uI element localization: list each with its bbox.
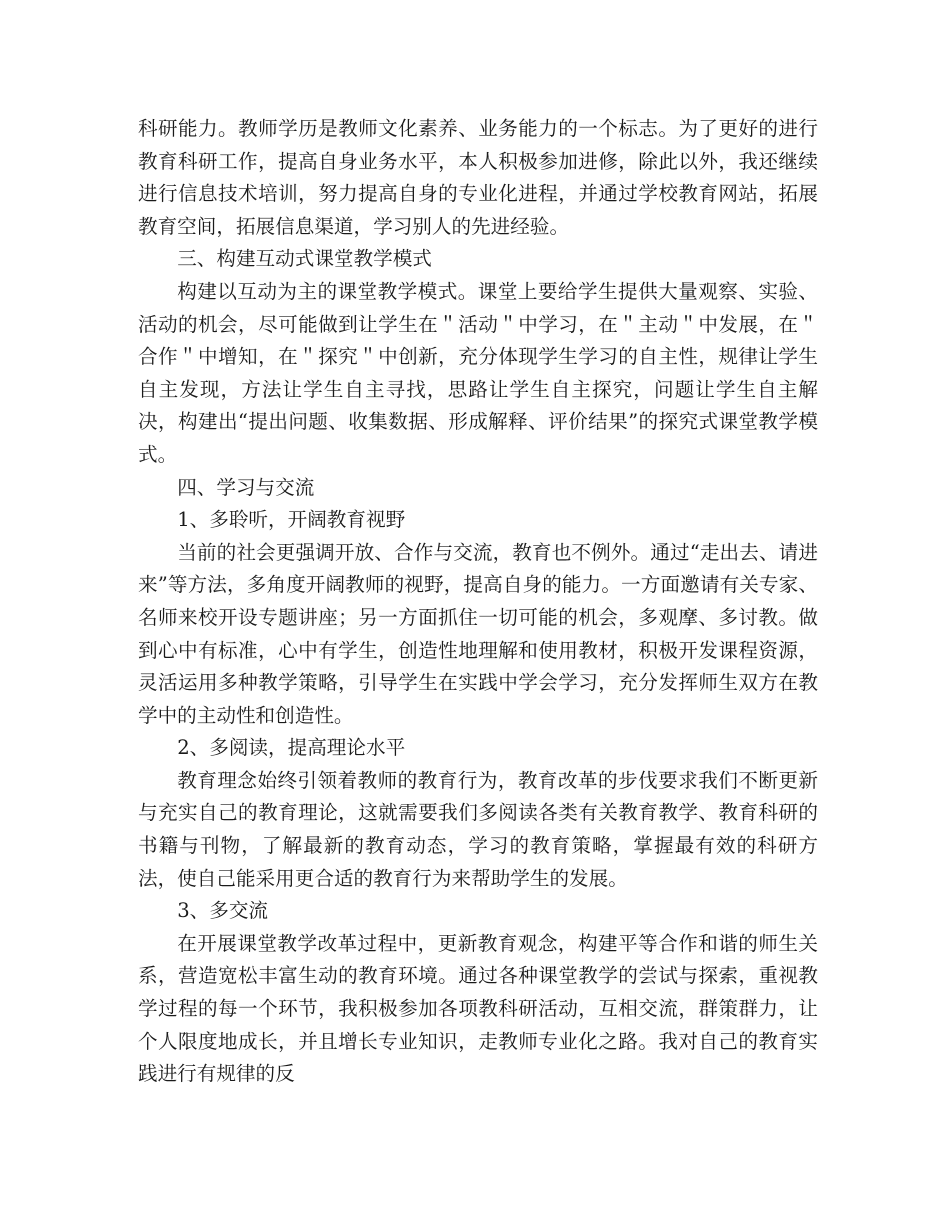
paragraph-listen: 当前的社会更强调开放、合作与交流，教育也不例外。通过“走出去、请进来”等方法，多角度开阔教师的视野，提高自身的能力。一方面邀请有关专家、名师来校开设专题讲座；另一方面抓住一切可能的机会，多观摩、多讨教。做到心中有标准，心中有学生，创造性地理解和使用教材，积极开发课程资源，灵活运用多种教学策略，引导学生在实践中学会学习，充分发挥师生双方在教学中的主动性和创造性。 bbox=[138, 540, 818, 727]
paragraph-exchange: 在开展课堂教学改革过程中，更新教育观念，构建平等合作和谐的师生关系，营造宽松丰富生动的教育环境。通过各种课堂教学的尝试与探索，重视教学过程的每一个环节，我积极参加各项教科研活动，互相交流，群策群力，让个人限度地成长，并且增长专业知识，走教师专业化之路。我对自己的教育实践进行有规律的反 bbox=[138, 931, 818, 1086]
document-body bbox=[138, 113, 818, 1091]
heading-section-3: 三、构建互动式课堂教学模式 bbox=[177, 247, 432, 271]
subheading-listen: 1、多聆听，开阔教育视野 bbox=[177, 508, 406, 532]
paragraph-research-ability: 科研能力。教师学历是教师文化素养、业务能力的一个标志。为了更好的进行教育科研工作，提高自身业务水平，本人积极参加进修，除此以外，我还继续进行信息技术培训，努力提高自身的专业化进程，并通过学校教育网站，拓展教育空间，拓展信息渠道，学习别人的先进经验。 bbox=[138, 117, 818, 238]
heading-section-4: 四、学习与交流 bbox=[177, 475, 315, 499]
paragraph-read: 教育理念始终引领着教师的教育行为，教育改革的步伐要求我们不断更新与充实自己的教育理论，这就需要我们多阅读各类有关教育教学、教育科研的书籍与刊物，了解最新的教育动态，学习的教育策略，掌握最有效的科研方法，使自己能采用更合适的教育行为来帮助学生的发展。 bbox=[138, 768, 818, 890]
subheading-read: 2、多阅读，提高理论水平 bbox=[177, 736, 406, 760]
paragraph-interactive-teaching: 构建以互动为主的课堂教学模式。课堂上要给学生提供大量观察、实验、活动的机会，尽可能做到让学生在＂活动＂中学习，在＂主动＂中发展，在＂合作＂中增知，在＂探究＂中创新，充分体现学生学习的自主性，规律让学生自主发现，方法让学生自主寻找，思路让学生自主探究，问题让学生自主解决，构建出“提出问题、收集数据、形成解释、评价结果”的探究式课堂教学模式。 bbox=[138, 279, 818, 466]
subheading-exchange: 3、多交流 bbox=[177, 899, 269, 923]
